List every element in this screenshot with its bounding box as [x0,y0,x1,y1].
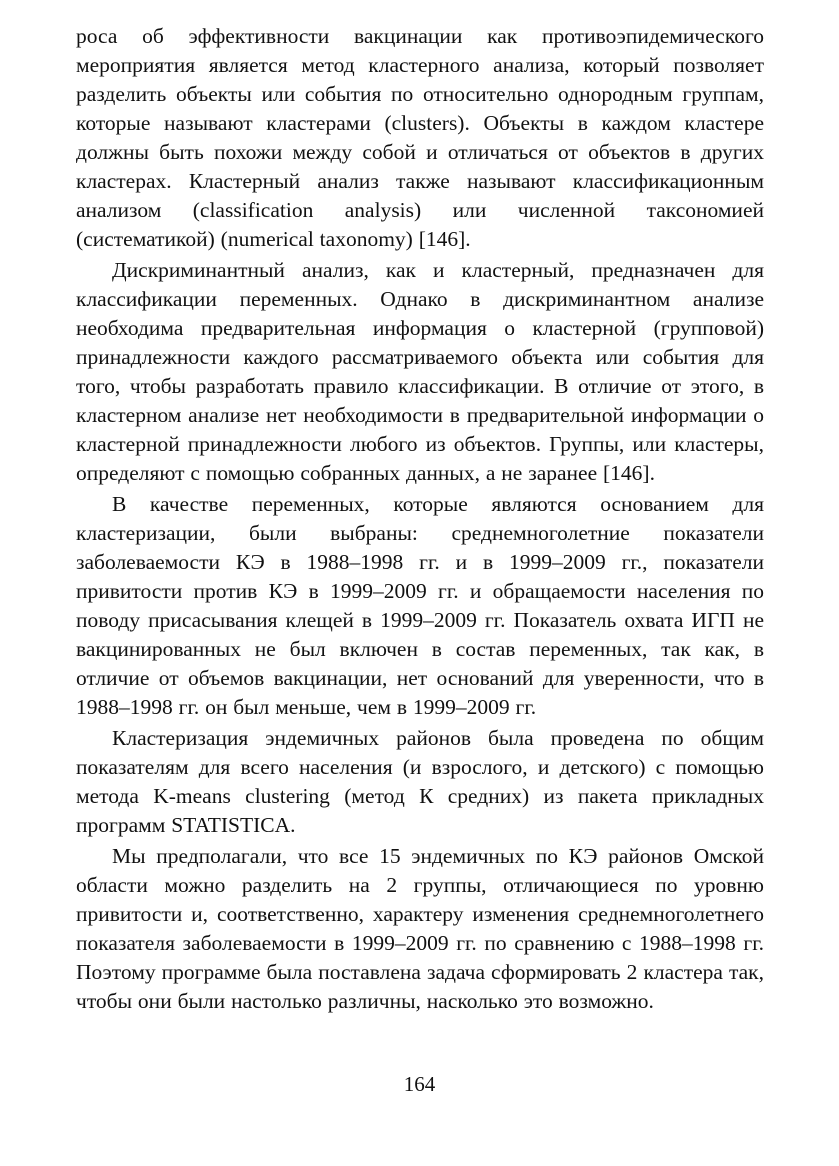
document-page [76,22,764,1142]
paragraph-clustering-variables: В качестве переменных, которые являются основанием для кластеризации, были выбраны: среднемноголетние показатели заболеваемости КЭ в 1988–1998 гг. и в 1999–2009 гг., показатели привитости против КЭ в 1999–2009 гг. и обращаемости населения по поводу присасывания клещей в 1999–2009 гг. Показатель охвата ИГП не вакцинированных не был включен в состав переменных, так как, в отличие от объемов вакцинации, нет оснований для уверенности, что в 1988–1998 гг. он был меньше, чем в 1999–2009 гг. [76,492,764,719]
paragraph-clustering-method: Кластеризация эндемичных районов была проведена по общим показателям для всего населения (и взрослого, и детского) с помощью метода K-means clustering (метод К средних) из пакета прикладных программ STATISTICA. [76,726,764,837]
page-number: 164 [403,1072,436,1096]
paragraph-continuation: роса об эффективности вакцинации как противоэпидемического мероприятия является метод кластерного анализа, который позволяет разделить объекты или события по относительно однородным группам, которые называют кластерами (clusters). Объекты в каждом кластере должны быть похожи между собой и отличаться от объектов в других кластерах. Кластерный анализ также называют классификационным анализом (classification analysis) или численной таксономией (систематикой) (numerical taxonomy) [146]. [76,24,764,251]
paragraph-discriminant-analysis: Дискриминантный анализ, как и кластерный, предназначен для классификации переменных. Однако в дискриминантном анализе необходима предварительная информация о кластерной (групповой) принадлежности каждого рассматриваемого объекта или события для того, чтобы разработать правило классификации. В отличие от этого, в кластерном анализе нет необходимости в предварительной информации о кластерной принадлежности любого из объектов. Группы, или кластеры, определяют с помощью собранных данных, а не заранее [146]. [76,258,764,485]
paragraph-hypothesis: Мы предполагали, что все 15 эндемичных по КЭ районов Омской области можно разделить на 2 группы, отличающиеся по уровню привитости и, соответственно, характеру изменения среднемноголетнего показателя заболеваемости в 1999–2009 гг. по сравнению с 1988–1998 гг. Поэтому программе была поставлена задача сформировать 2 кластера так, чтобы они были настолько различны, насколько это возможно. [76,844,764,1013]
